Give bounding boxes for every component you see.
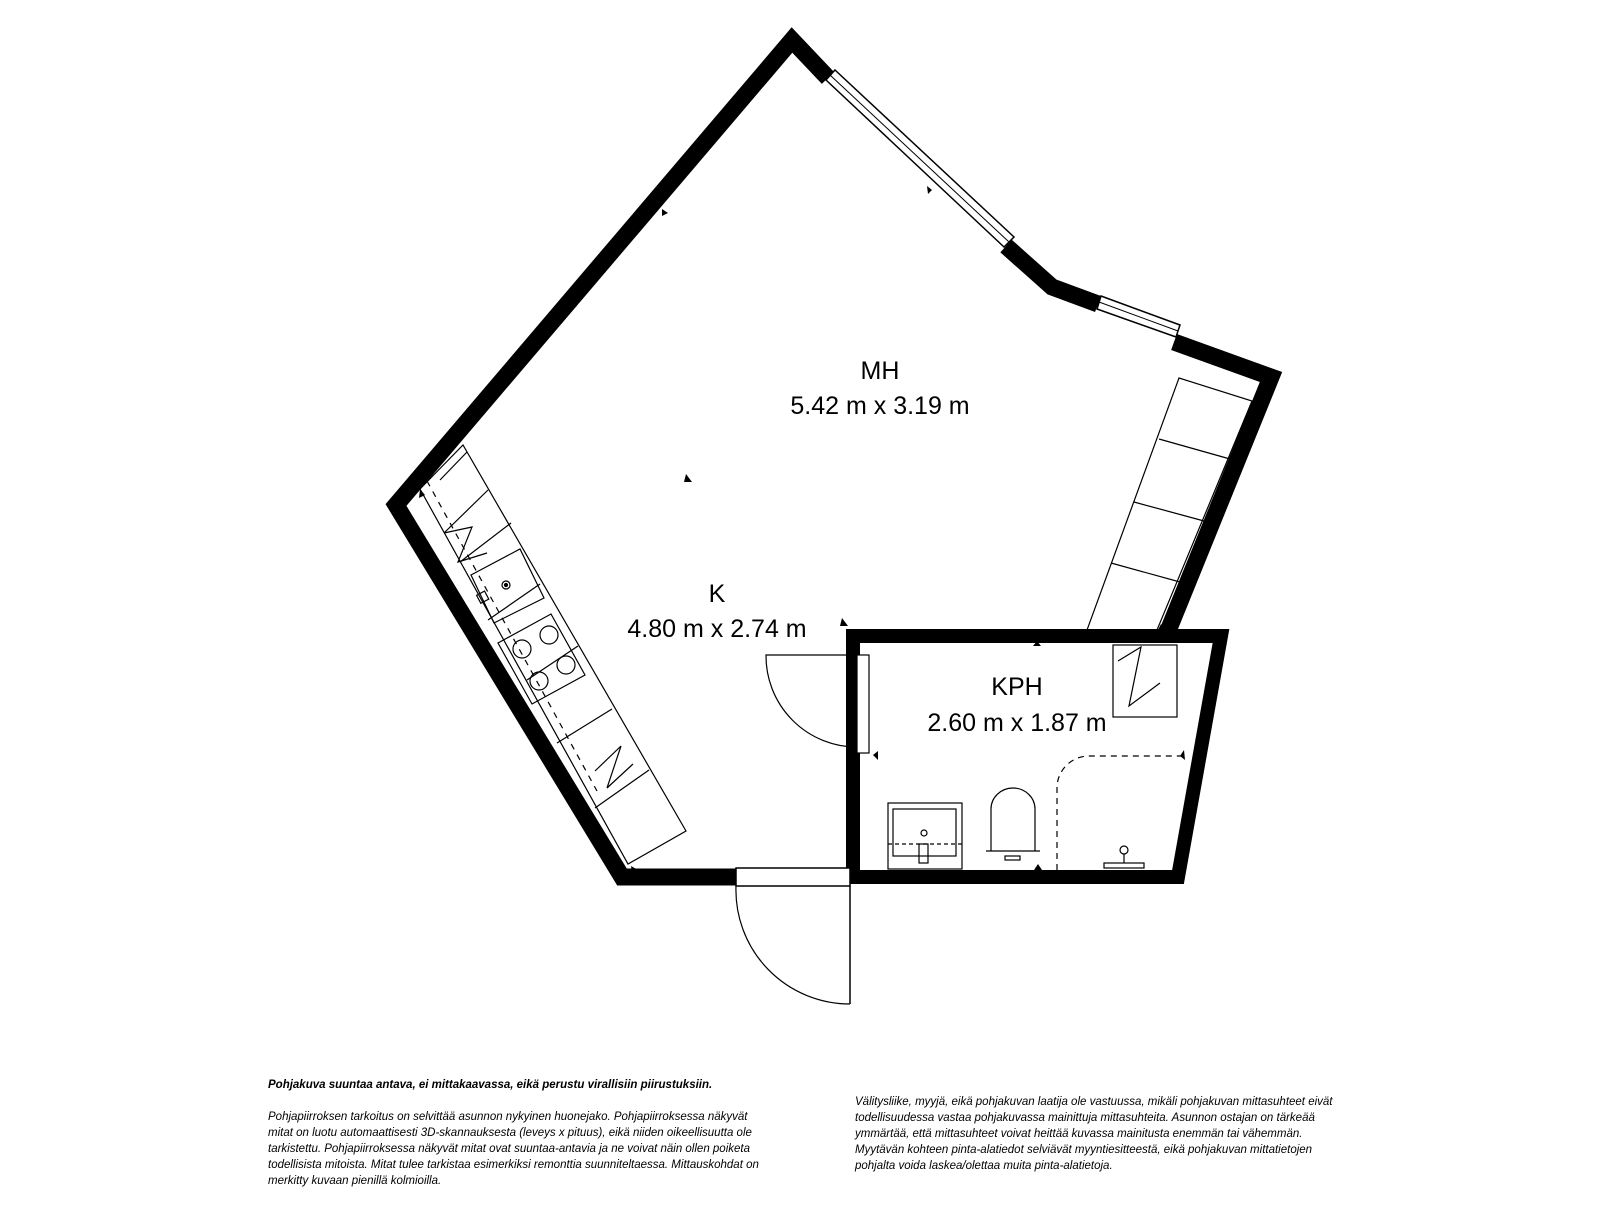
- disclaimer-left-text: Pohjapiirroksen tarkoitus on selvittää asunnon nykyinen huonejako. Pohjapiirroksessa näkyvät mitat on luotu automaattisesti 3D-skannauksesta (leveys x pituus), eikä niiden oikeellisuutta ole tarkistettu. Pohjapiirroksessa näkyvät mitat ovat suuntaa-antavia ja ne voivat näin ollen poiketa todellisista mitoista. Mitat tulee tarkistaa esimerkiksi remonttia suunniteltaessa. Mittauskohdat on merkitty kuvaan pienillä kolmioilla.: [268, 1111, 759, 1187]
- room-dims-mh: 5.42 m x 3.19 m: [790, 392, 970, 420]
- room-name-mh: MH: [860, 357, 900, 385]
- disclaimer-heading: Pohjakuva suuntaa antava, ei mittakaavassa, eikä perustu virallisiin piirustuksiin.: [268, 1079, 713, 1091]
- kitchen-counter: [420, 445, 686, 864]
- kitchen-sink-icon: [471, 549, 544, 623]
- dishwasher-icon: [595, 746, 633, 788]
- window-east: [1097, 296, 1180, 337]
- entry-door: [736, 868, 850, 1004]
- toilet-icon: [986, 788, 1040, 860]
- room-label-kph: [927, 673, 1106, 737]
- shower-head-icon: [1104, 846, 1144, 868]
- window-north: [826, 70, 1014, 247]
- room-name-kph: KPH: [991, 673, 1043, 701]
- disclaimer-left: [268, 1077, 768, 1205]
- disclaimer-right-text: Välitysliike, myyjä, eikä pohjakuvan laatija ole vastuussa, mikäli pohjakuvan mittasuhteet eivät todellisuudessa vastaa pohjakuvassa mainittuja mittasuhteita. Asunnon ostajan on tärkeää ymmärtää, että mittasuhteet voivat heittää kuvassa mainitusta enemmän tai vähemmän. Myytävän kohteen pinta-alatiedot selviävät myyntiesitteestä, eikä pohjakuvan mittatietojen pohjalta voida laskea/olettaa muita pinta-alatietoja.: [855, 1096, 1333, 1172]
- room-dims-k: 4.80 m x 2.74 m: [627, 615, 807, 643]
- room-dims-kph: 2.60 m x 1.87 m: [927, 709, 1107, 737]
- exterior-walls: [396, 40, 1271, 877]
- room-name-k: K: [708, 580, 726, 608]
- disclaimer-right: [855, 1094, 1345, 1190]
- bathroom-cabinet-icon: [1113, 645, 1177, 717]
- room-label-mh: [790, 357, 969, 420]
- room-label-k: [627, 580, 806, 643]
- bathroom-sink-icon: [888, 803, 962, 869]
